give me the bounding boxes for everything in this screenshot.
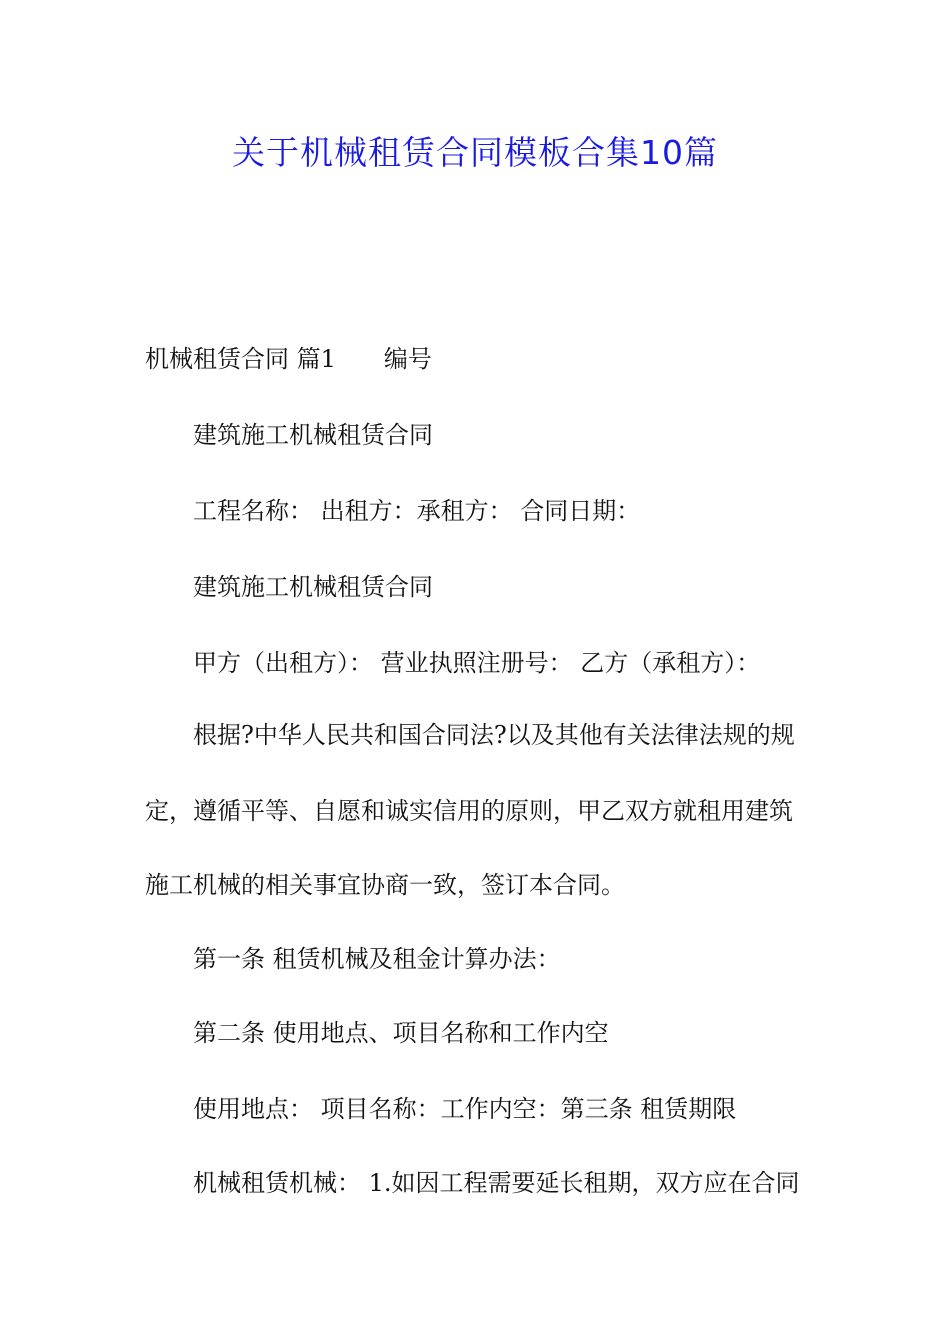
contract-header-fields: 工程名称： 出租方：承租方： 合同日期： <box>193 497 641 525</box>
body-paragraph-line-3: 施工机械的相关事宜协商一致，签订本合同。 <box>145 871 625 899</box>
body-paragraph-line-1: 根据?中华人民共和国合同法?以及其他有关法律法规的规 <box>193 721 795 749</box>
location-line: 使用地点： 项目名称：工作内空：第三条 租赁期限 <box>193 1095 737 1123</box>
body-paragraph-line-2: 定，遵循平等、自愿和诚实信用的原则，甲乙双方就租用建筑 <box>145 797 793 825</box>
lease-extension-line: 机械租赁机械： 1.如因工程需要延长租期，双方应在合同 <box>193 1169 800 1197</box>
article-1-heading: 第一条 租赁机械及租金计算办法： <box>193 945 561 973</box>
section-title: 机械租赁合同 篇1 <box>145 345 336 373</box>
section-heading <box>145 342 825 376</box>
article-2-heading: 第二条 使用地点、项目名称和工作内空 <box>193 1019 609 1047</box>
contract-name-line: 建筑施工机械租赁合同 <box>193 421 433 449</box>
contract-name-line-2: 建筑施工机械租赁合同 <box>193 573 433 601</box>
number-label: 编号 <box>383 345 432 373</box>
parties-line: 甲方（出租方）： 营业执照注册号： 乙方（承租方）： <box>193 649 761 677</box>
document-title: 关于机械租赁合同模板合集10篇 <box>232 133 718 172</box>
